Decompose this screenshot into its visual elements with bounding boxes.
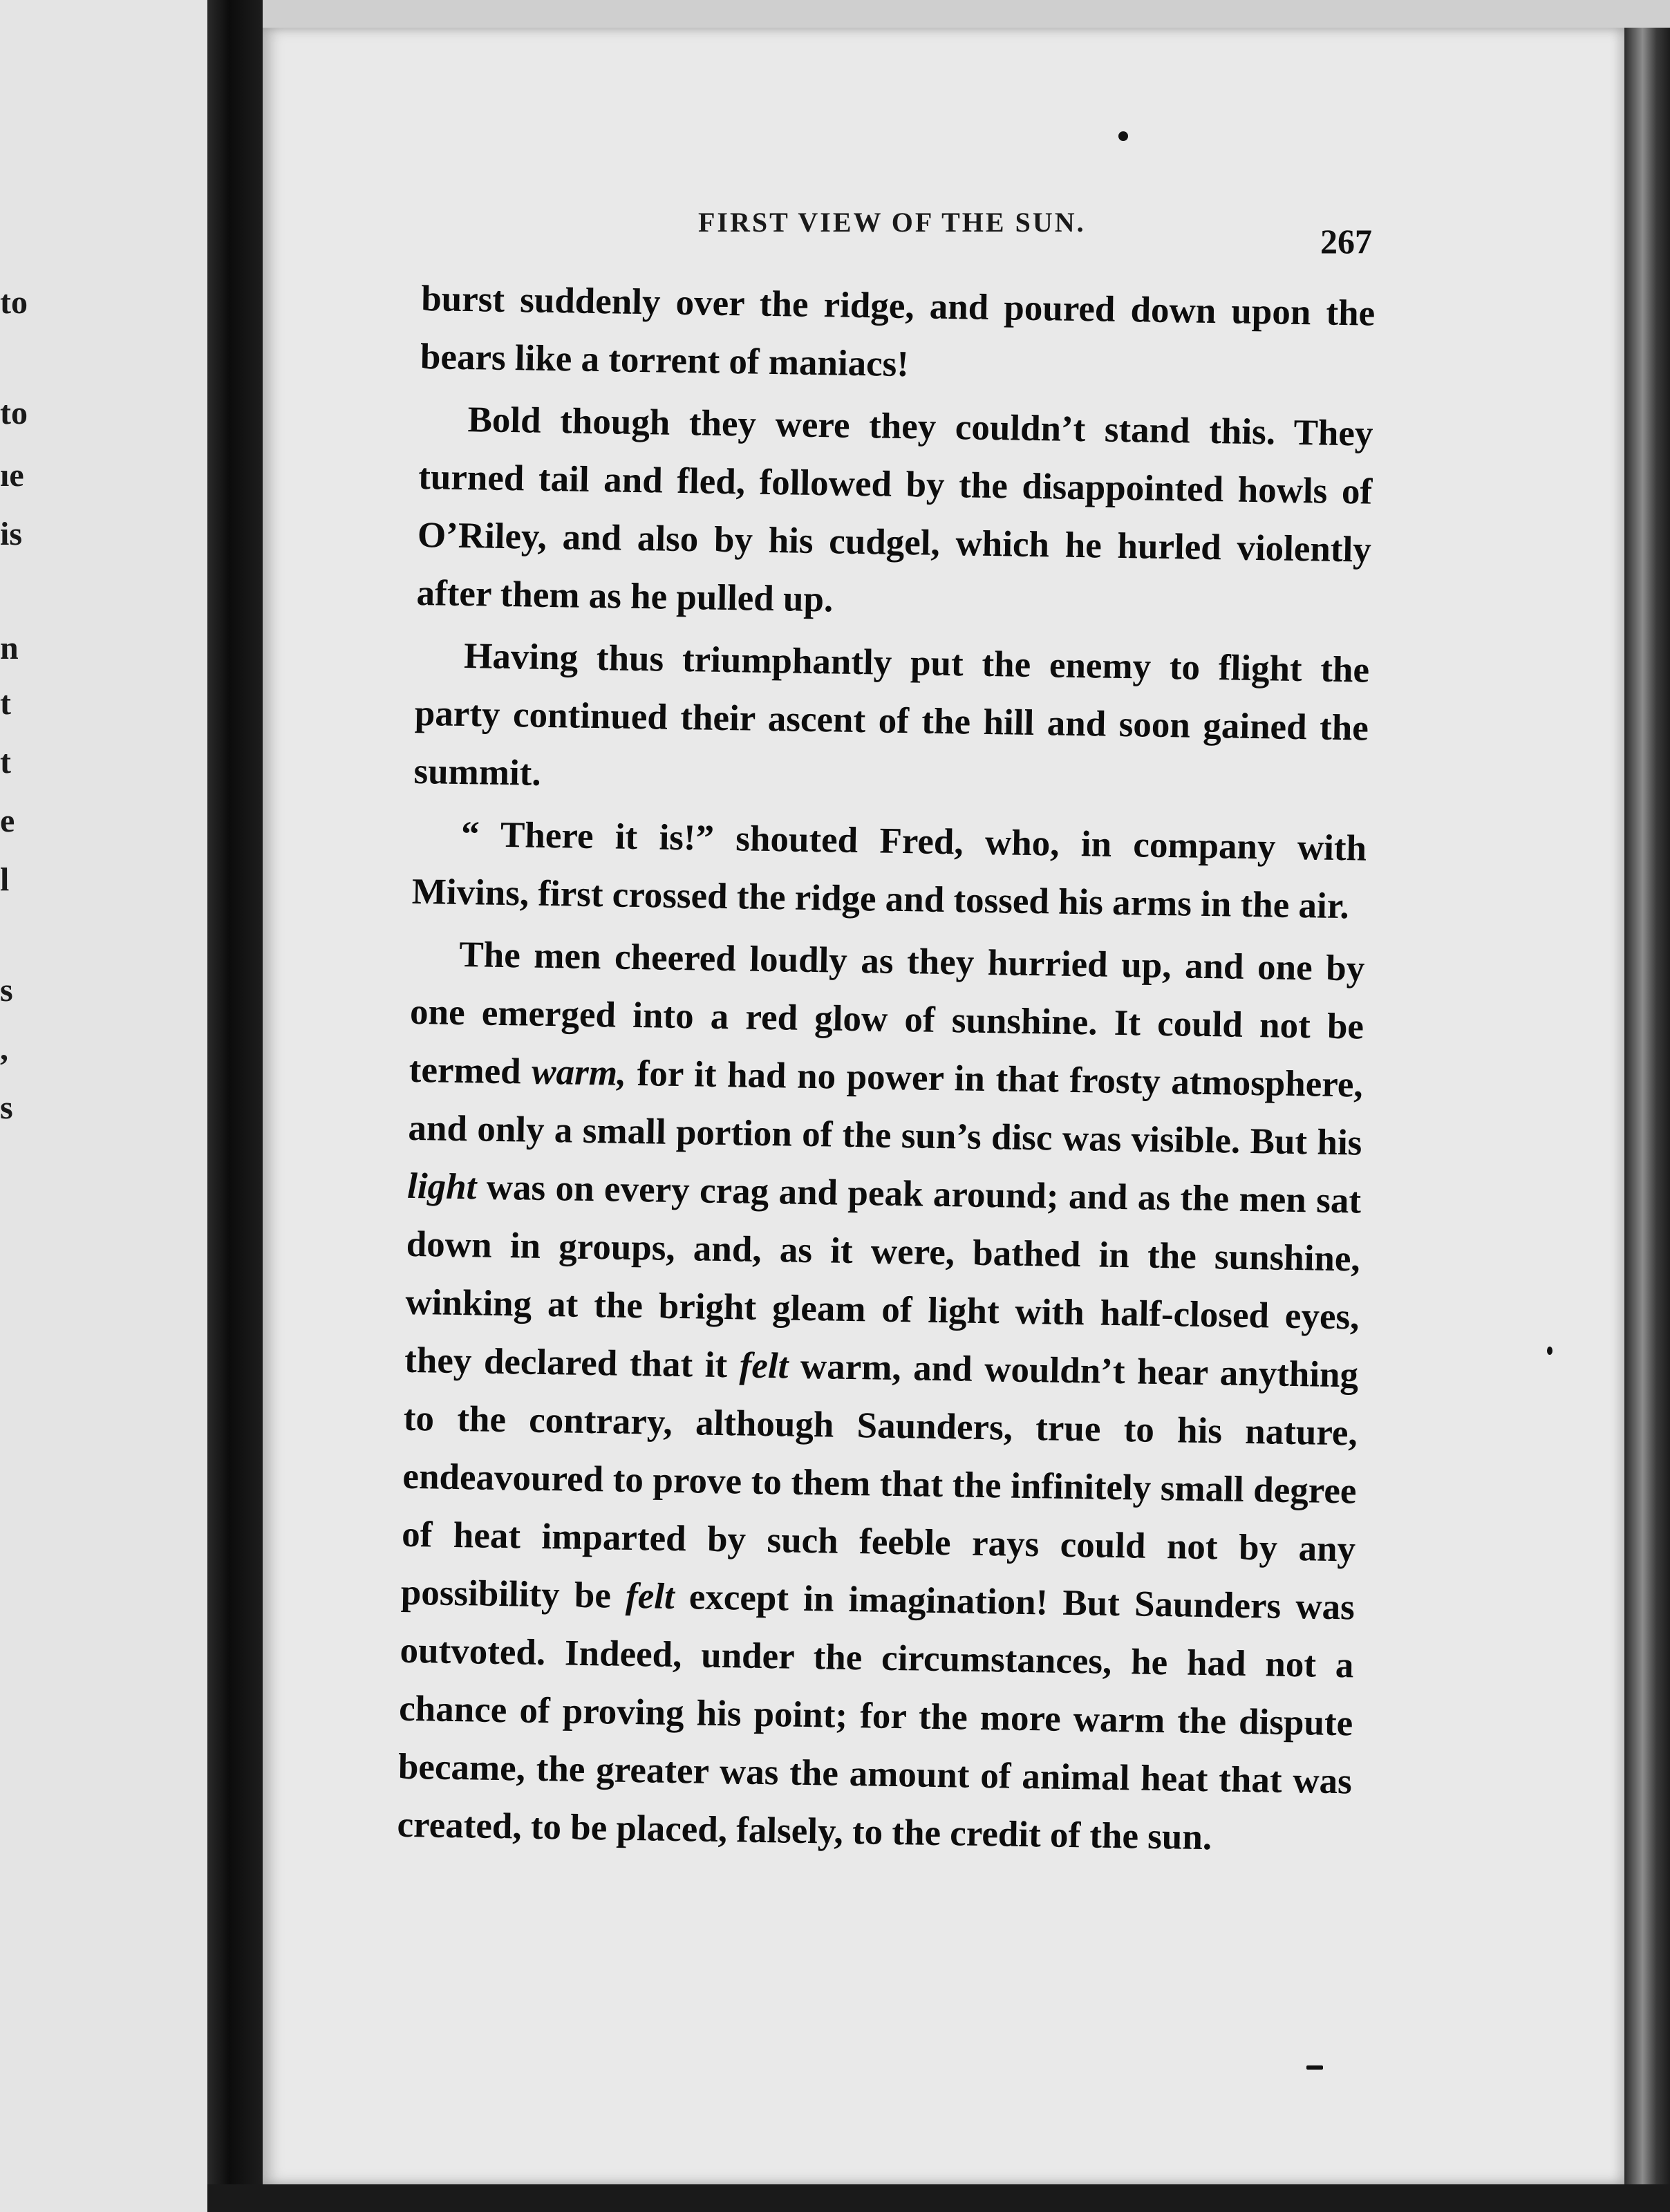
facing-page-left xyxy=(0,0,207,2212)
paragraph xyxy=(420,270,1375,401)
running-head: FIRST VIEW OF THE SUN. xyxy=(698,207,1086,238)
italic-text: felt xyxy=(739,1345,789,1387)
text-run: Having thus triumphantly put the enemy to flight the party continued their ascent of the hill and soon gained the summit. xyxy=(413,636,1370,794)
italic-text: warm, xyxy=(531,1051,627,1094)
left-page-fragment: n xyxy=(0,630,19,666)
text-run: was on every crag and peak around; and as the men sat down in groups, and, as it were, bathed in the sunshine, winking at the bright gleam of light with half-closed eyes, they declared that it xyxy=(404,1167,1362,1386)
text-run: for it had no power in that frosty atmosphere, and only a small portion of the sun’s disc was visible. But his xyxy=(408,1053,1364,1163)
text-run: except in imagination! But Saunders was outvoted. Indeed, under the circumstances, he had not a chance of proving his point; for the more warm the dispute became, the greater was the amount of animal heat that was created, to be placed, falsely, to the credit of the sun. xyxy=(397,1576,1355,1858)
ink-speck xyxy=(1547,1347,1552,1355)
text-run: Bold though they were they couldn’t stand this. They turned tail and fled, followed by the disappointed howls of O’Riley, and also by his cudgel, which he hurled violently after them as he pulled up. xyxy=(416,400,1373,620)
left-page-fragment: is xyxy=(0,516,23,552)
left-page-fragment: t xyxy=(0,685,11,722)
left-page-fragment: to xyxy=(0,284,28,321)
text-run: burst suddenly over the ridge, and poured down upon the bears like a torrent of maniacs! xyxy=(420,278,1376,385)
text-run: The men cheered loudly as they hurried up, and one by one emerged into a red glow of sunshine. It could not be termed xyxy=(409,934,1365,1092)
scan-border-bottom xyxy=(207,2184,1670,2212)
ink-speck xyxy=(1306,2065,1323,2070)
paragraph xyxy=(416,390,1373,637)
left-page-fragment: , xyxy=(0,1031,8,1067)
left-page-fragment: ıe xyxy=(0,457,24,494)
paragraph xyxy=(411,805,1367,936)
left-page-fragment: t xyxy=(0,744,11,780)
paragraph xyxy=(413,626,1370,816)
text-run: warm, and wouldn’t hear anything to the contrary, although Saunders, true to his nature, endeavoured to prove to them that the infinitely small degree of heat imparted by such feeble rays could not by any possibility be xyxy=(400,1346,1359,1616)
left-page-fragment: l xyxy=(0,861,10,898)
body-text xyxy=(397,270,1376,1873)
left-page-fragment: e xyxy=(0,803,15,839)
paragraph xyxy=(397,925,1365,1869)
page-edge xyxy=(1624,28,1670,2212)
ink-speck xyxy=(1118,131,1128,141)
left-page-fragment: to xyxy=(0,395,28,431)
page-number: 267 xyxy=(1320,222,1372,261)
left-page-fragment: s xyxy=(0,1089,13,1126)
italic-text: light xyxy=(406,1165,477,1208)
italic-text: felt xyxy=(625,1575,675,1617)
text-run: “ There it is!” shouted Fred, who, in company with Mivins, first crossed the ridge and tossed his arms in the air. xyxy=(411,814,1367,927)
left-page-fragment: s xyxy=(0,972,13,1009)
book-gutter xyxy=(207,0,263,2212)
